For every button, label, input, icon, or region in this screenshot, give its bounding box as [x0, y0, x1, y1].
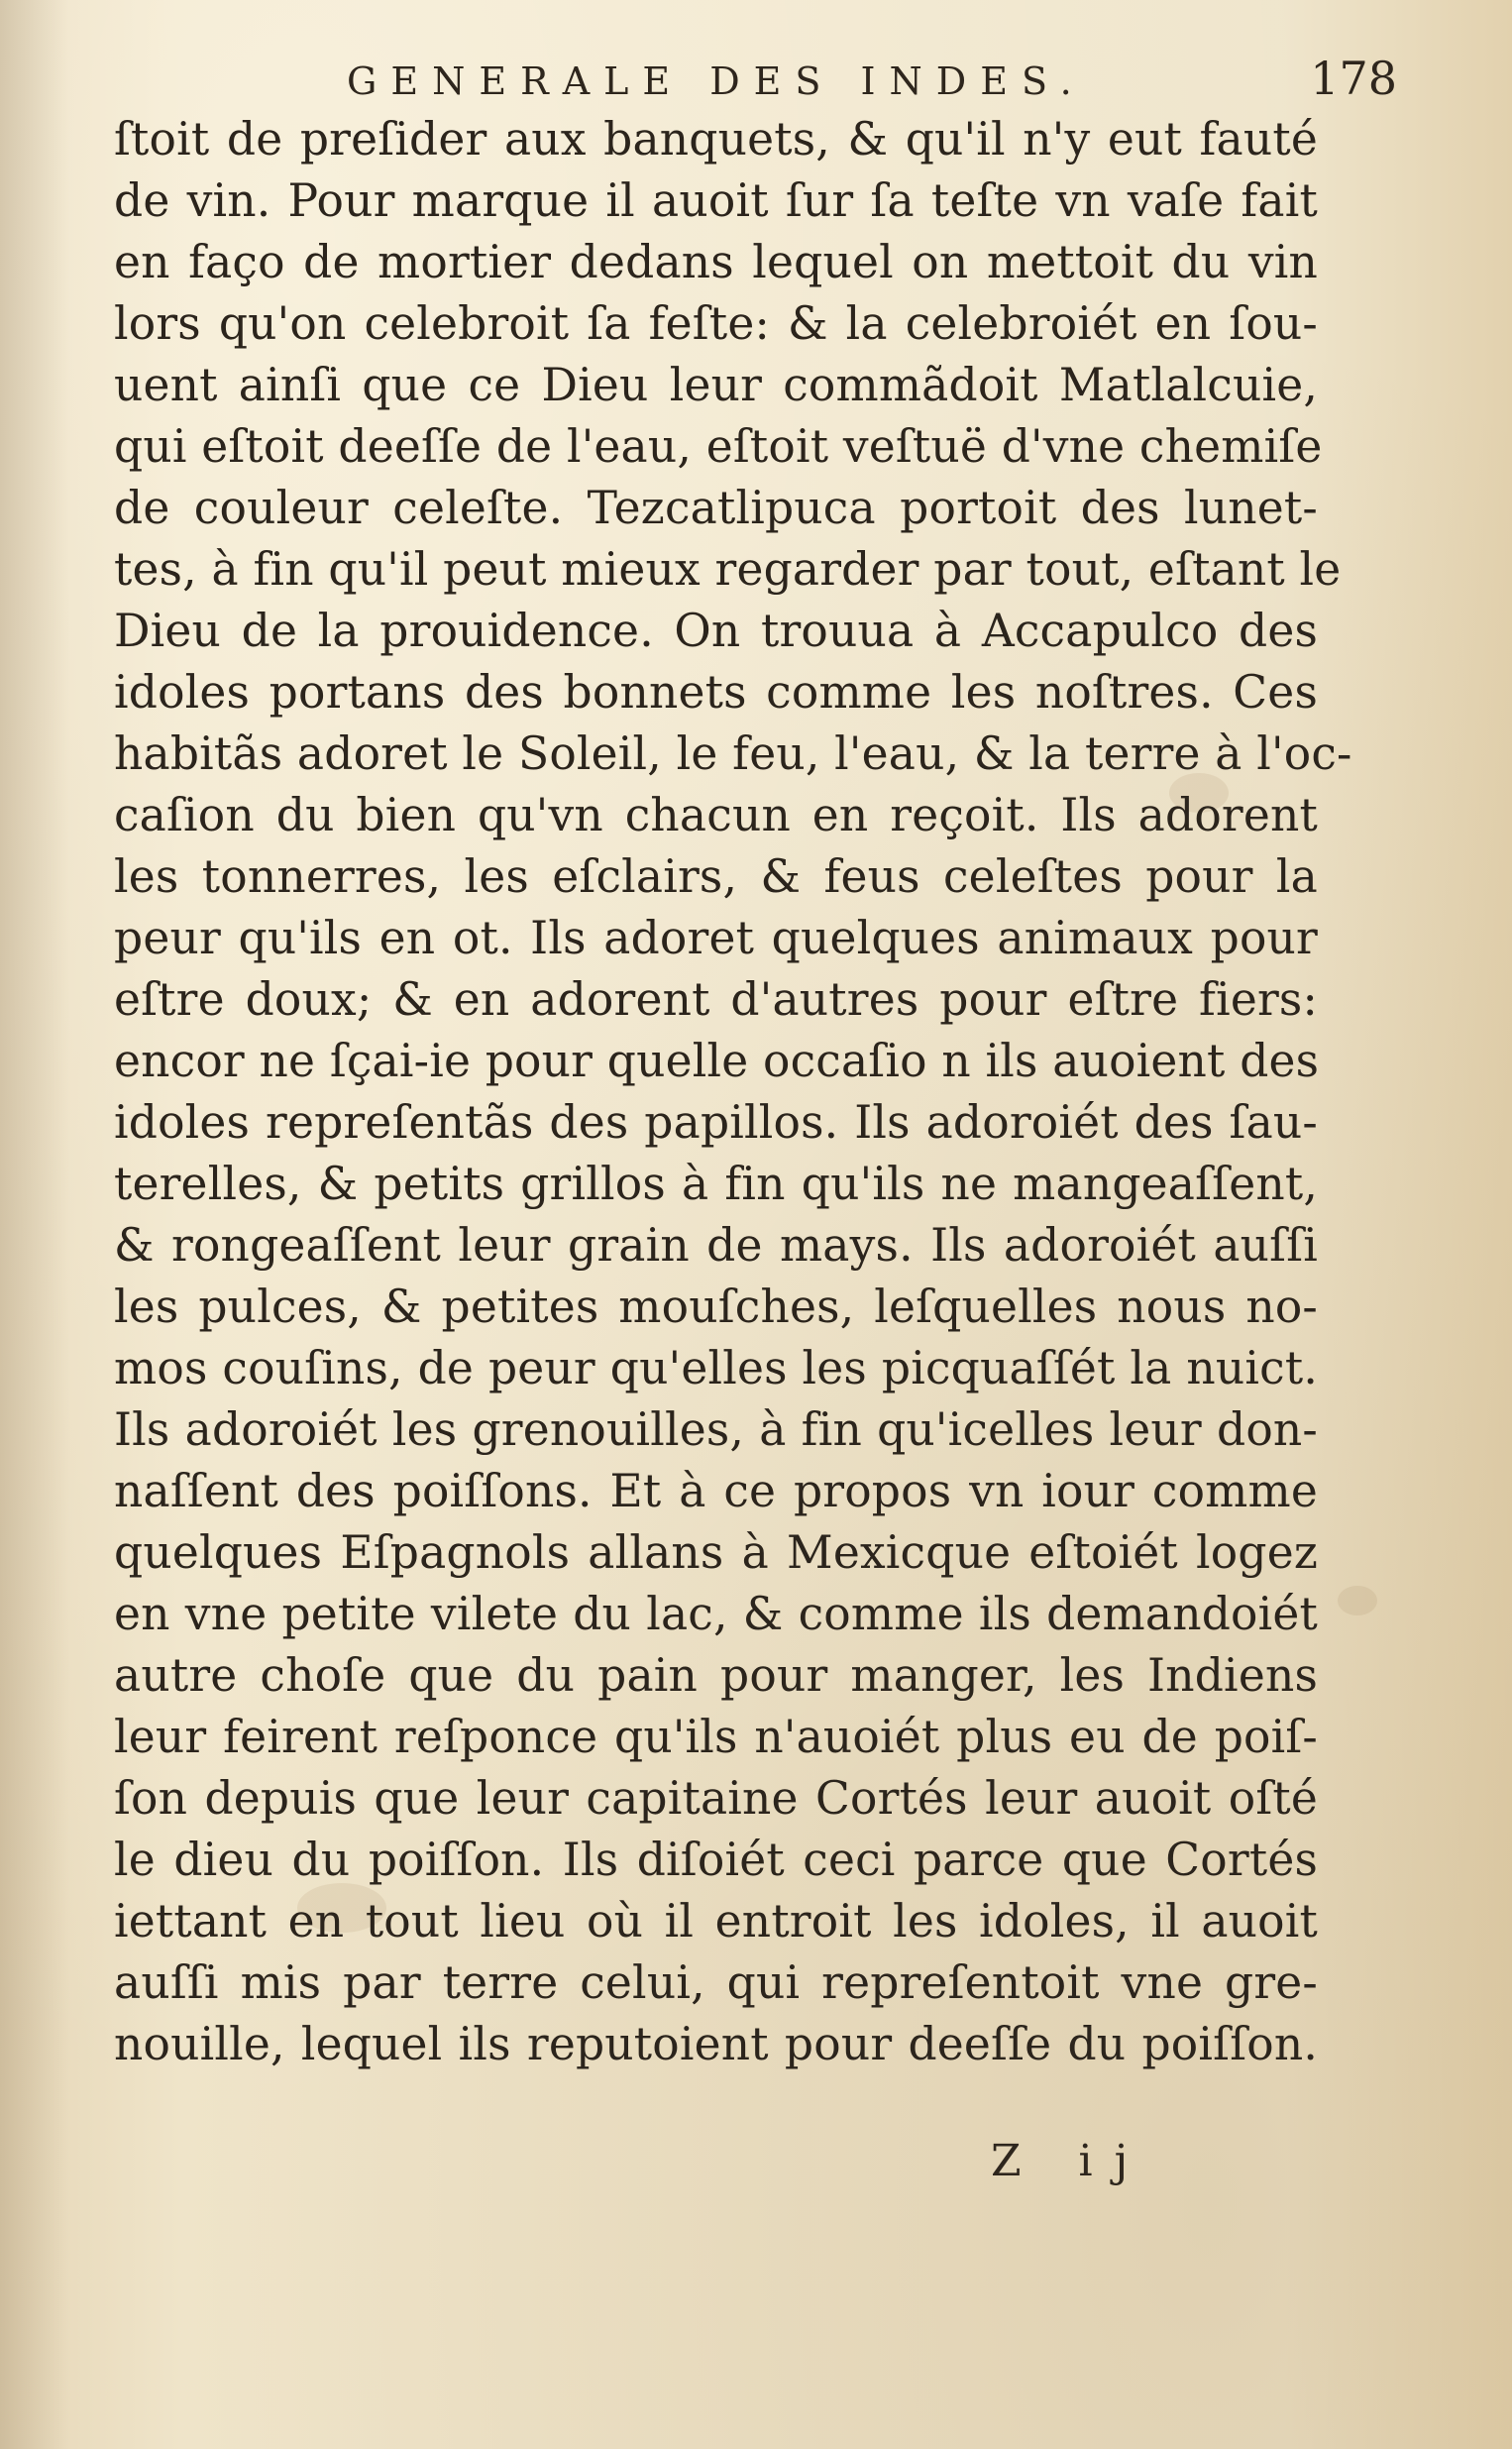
text-line: ſon depuis que leur capitaine Cortés leur auoit oſté: [114, 1772, 1318, 1825]
text-line: Dieu de la prouidence. On trouua à Accapulco des: [114, 605, 1318, 657]
text-line: tes, à fin qu'il peut mieux regarder par tout, eſtant le: [114, 543, 1342, 596]
text-line: leur feirent reſponce qu'ils n'auoiét plus eu de poiſ-: [114, 1711, 1318, 1763]
text-line: autre choſe que du pain pour manger, les Indiens: [114, 1649, 1318, 1702]
text-line: uent ainſi que ce Dieu leur commãdoit Matlalcuie,: [114, 359, 1318, 411]
text-line: peur qu'ils en ot. Ils adoret quelques animaux pour: [114, 912, 1318, 964]
text-line: en faço de mortier dedans lequel on mettoit du vin: [114, 236, 1318, 288]
text-line: Ils adoroiét les grenouilles, à fin qu'icelles leur don-: [114, 1403, 1318, 1456]
text-line: mos couſins, de peur qu'elles les picquaſſét la nuict.: [114, 1342, 1318, 1394]
paper-stain: [1338, 1586, 1377, 1615]
text-line: & rongeaſſent leur grain de mays. Ils adoroiét auſſi: [114, 1219, 1318, 1272]
text-line: iettant en tout lieu où il entroit les idoles, il auoit: [114, 1895, 1318, 1948]
signature-mark: Z ij: [991, 2136, 1150, 2186]
text-line: eſtre doux; & en adorent d'autres pour eſtre fiers:: [114, 973, 1318, 1026]
text-line: caſion du bien qu'vn chacun en reçoit. Ils adorent: [114, 789, 1318, 841]
gutter-shadow: [0, 0, 69, 2449]
page-number: 178: [1310, 52, 1397, 105]
text-line: naſſent des poiſſons. Et à ce propos vn iour comme: [114, 1465, 1318, 1517]
text-line: idoles portans des bonnets comme les noſtres. Ces: [114, 666, 1318, 719]
text-line: les pulces, & petites mouſches, leſquelles nous no-: [114, 1280, 1318, 1333]
running-head: GENERALE DES INDES.: [347, 59, 1086, 103]
text-line: lors qu'on celebroit ſa feſte: & la celebroiét en ſou-: [114, 297, 1318, 350]
text-line: de vin. Pour marque il auoit ſur ſa teſte vn vaſe fait: [114, 174, 1318, 227]
text-line: encor ne ſçai-ie pour quelle occaſio n ils auoient des: [114, 1035, 1320, 1087]
text-line: ſtoit de preſider aux banquets, & qu'il n'y eut fauté: [114, 113, 1318, 166]
text-line: terelles, & petits grillos à fin qu'ils ne mangeaſſent,: [114, 1158, 1318, 1210]
text-line: auſſi mis par terre celui, qui repreſentoit vne gre-: [114, 1956, 1318, 2009]
text-line: en vne petite vilete du lac, & comme ils demandoiét: [114, 1588, 1318, 1640]
text-line: habitãs adoret le Soleil, le feu, l'eau, & la terre à l'oc-: [114, 727, 1352, 780]
text-line: nouille, lequel ils reputoient pour deeſſe du poiſſon.: [114, 2018, 1318, 2070]
text-line: quelques Eſpagnols allans à Mexicque eſtoiét logez: [114, 1526, 1318, 1579]
text-line: de couleur celeſte. Tezcatlipuca portoit des lunet-: [114, 482, 1318, 534]
text-line: les tonnerres, les eſclairs, & feus celeſtes pour la: [114, 850, 1318, 903]
text-line: le dieu du poiſſon. Ils diſoiét ceci parce que Cortés: [114, 1834, 1318, 1886]
body-text: [114, 109, 1352, 2075]
text-line: qui eſtoit deeſſe de l'eau, eſtoit veſtuë d'vne chemiſe: [114, 420, 1323, 473]
text-line: idoles repreſentãs des papillos. Ils adoroiét des ſau-: [114, 1096, 1318, 1149]
